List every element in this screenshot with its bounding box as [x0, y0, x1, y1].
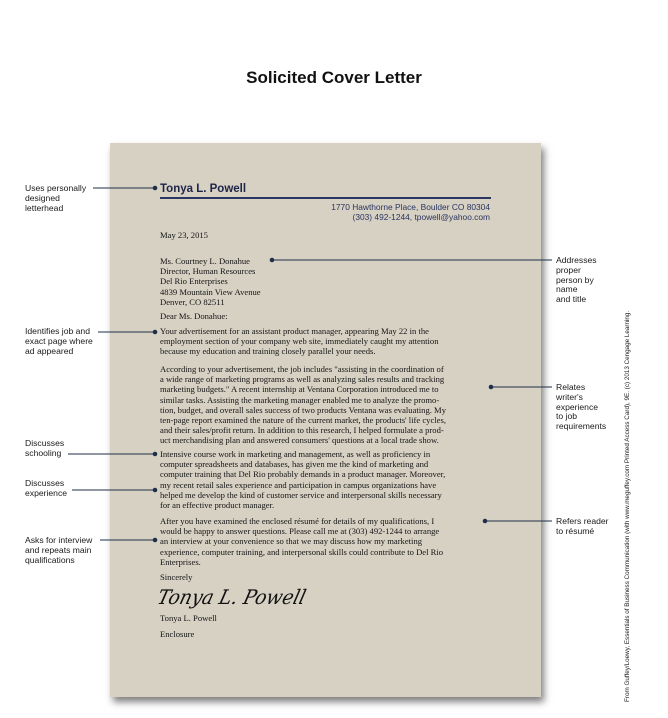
source-credit: From Guffey/Loewy, Essentials of Business Communication (with www.meguffey.com Printed Access Card), 9E. (c) 2013 Cengage Learning.: [624, 310, 631, 702]
letter-date: May 23, 2015: [160, 230, 208, 240]
inside-address-line: Ms. Courtney L. Donahue: [160, 256, 250, 266]
letter-line: because my education and training closely parallel your needs.: [160, 346, 376, 357]
letter-line: After you have examined the enclosed résumé for details of my qualifications, I: [160, 516, 435, 526]
letter-line: Intensive course work in marketing and management, as well as proficiency in: [160, 449, 431, 459]
letter-line: my recent retail sales experience and participation in campus organizations have: [160, 479, 437, 490]
annotation-experience: Discusses experience: [25, 478, 68, 498]
letter-line: tion, budget, and overall sales success of two products Ventana was evaluating. My: [160, 404, 446, 415]
letter-line: According to your advertisement, the job includes "assisting in the coordination of: [160, 364, 444, 374]
annotation-schooling: Discusses schooling: [25, 438, 65, 458]
typed-name: Tonya L. Powell: [160, 613, 217, 623]
handwritten-signature: Tonya L. Powell: [155, 585, 309, 609]
connector-dot: [270, 258, 274, 262]
annotation-relates-experience: Relates writer's experience to job requirements: [556, 382, 607, 432]
inside-address-line: 4839 Mountain View Avenue: [160, 286, 261, 297]
annotation-asks-interview: Asks for interview and repeats main qualifications: [25, 535, 93, 565]
complimentary-close: Sincerely: [160, 572, 193, 582]
letter-line: marketing budgets." A recent internship at Ventana Corporation introduced me to: [160, 384, 439, 395]
connector-dot: [153, 186, 157, 190]
connector-dot: [153, 488, 157, 492]
letter-line: would be happy to answer questions. Please call me at (303) 492-1244 to arrange: [160, 526, 440, 537]
letterhead-name: Tonya L. Powell: [160, 183, 247, 195]
connector-dot: [153, 538, 157, 542]
annotation-letterhead: Uses personally designed letterhead: [25, 183, 87, 213]
letter-line: employment section of your company web site, immediately caught my attention: [160, 336, 439, 347]
letter-line: uct merchandising plan and answered consumers' questions at a local trade show.: [160, 435, 439, 446]
letter-line: computer spreadsheets and databases, has given me the kind of marketing and: [160, 459, 429, 470]
enclosure-notation: Enclosure: [160, 629, 195, 639]
letter-line: ten-page report examined the nature of the current market, the products' life cycles,: [160, 415, 446, 426]
inside-address-line: Denver, CO 82511: [160, 296, 225, 307]
letter-line: similar tasks. Assisting the marketing manager enabled me to analyze the promo-: [160, 394, 440, 405]
letter-line: for an effective product manager.: [160, 500, 275, 511]
inside-address-line: Director, Human Resources: [160, 266, 256, 277]
letter-line: an interview at your convenience so that we may discuss how my marketing: [160, 536, 423, 547]
letter-line: computer training that Del Rio probably demands in a product manager. Moreover,: [160, 469, 446, 480]
letter-line: experience, computer training, and interpersonal skills could contribute to Del Rio: [160, 546, 444, 557]
letter-line: and their sales/profit return. In addition to this research, I helped formulate a prod-: [160, 425, 444, 436]
letter-line: helped me develop the kind of customer service and interpersonal skills necessary: [160, 489, 442, 500]
annotation-refers-resume: Refers reader to résumé: [556, 516, 609, 536]
letter-line: Enterprises.: [160, 556, 201, 567]
letter-line: a wide range of marketing programs as well as analyzing sales results and tracking: [160, 374, 445, 385]
sender-contact: (303) 492-1244, tpowell@yahoo.com: [352, 212, 490, 223]
connector-dot: [483, 519, 487, 523]
annotation-addresses-person: Addresses proper person by name and title: [556, 255, 597, 305]
connector-dot: [489, 385, 493, 389]
connector-dot: [153, 452, 157, 456]
annotation-identifies-job: Identifies job and exact page where ad appeared: [25, 326, 93, 356]
salutation: Dear Ms. Donahue:: [160, 311, 228, 321]
inside-address-line: Del Rio Enterprises: [160, 276, 228, 287]
letter-line: Your advertisement for an assistant product manager, appearing May 22 in the: [160, 326, 429, 336]
page-title: Solicited Cover Letter: [246, 68, 422, 87]
sender-address: 1770 Hawthorne Place, Boulder CO 80304: [331, 202, 490, 212]
connector-dot: [153, 330, 157, 334]
